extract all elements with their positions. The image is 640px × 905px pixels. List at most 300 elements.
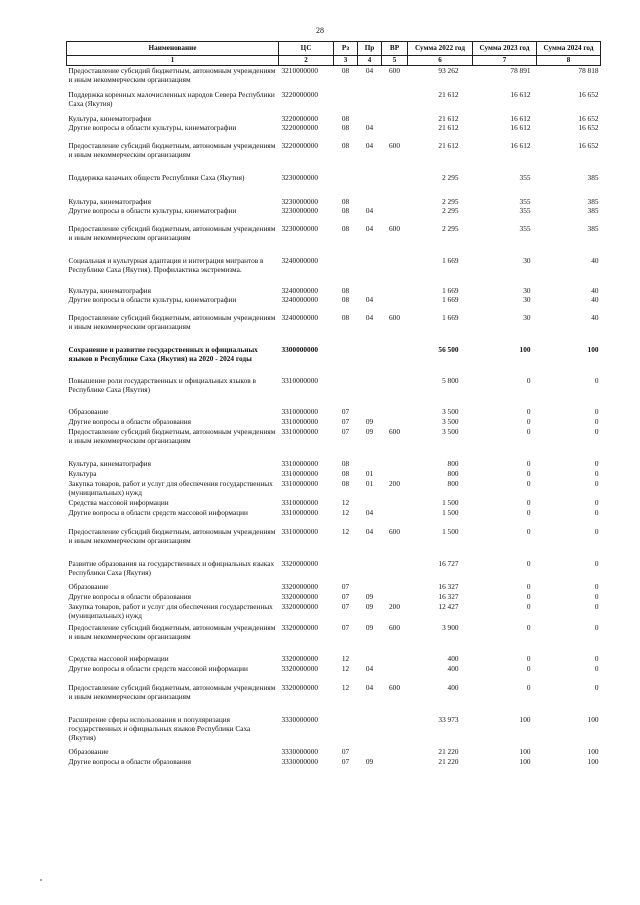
row-cs-cell: 3310000000 — [281, 375, 318, 385]
table-row — [67, 141, 601, 173]
row-rz-cell: 12 — [341, 653, 350, 663]
row-sum-2022-cell: 2 295 — [442, 223, 459, 233]
table-row — [67, 683, 601, 715]
row-sum-2023-cell: 0 — [526, 507, 531, 517]
row-rz-cell — [334, 345, 358, 376]
row-cs-cell: 3220000000 — [281, 89, 318, 99]
row-rz-cell: 08 — [341, 478, 350, 488]
row-name-cell: Образование — [68, 406, 109, 416]
row-sum-2023-cell: 0 — [526, 601, 531, 611]
column-number-row — [67, 56, 601, 66]
row-cs-cell: 3240000000 — [281, 255, 318, 265]
row-name-cell: Образование — [68, 746, 109, 756]
row-cs-cell: 3310000000 — [281, 426, 318, 436]
row-cs-cell: 3310000000 — [281, 468, 318, 478]
page-number: 28 — [316, 26, 324, 35]
row-name-cell: Поддержка казачьих обществ Республики Саха (Якутия) — [68, 172, 245, 182]
row-cs-cell: 3320000000 — [281, 622, 318, 632]
row-sum-2024-cell: 100 — [587, 714, 599, 724]
row-vr-cell — [382, 256, 408, 286]
row-pr-cell: 04 — [365, 205, 374, 215]
row-rz-cell: 08 — [341, 66, 350, 75]
row-sum-2023-cell: 355 — [519, 223, 531, 233]
row-sum-2023-cell: 16 612 — [510, 113, 531, 123]
row-cs-cell: 3310000000 — [281, 416, 318, 426]
row-rz-cell: 08 — [341, 458, 350, 468]
table-row — [67, 295, 601, 313]
row-sum-2022-cell: 33 973 — [438, 714, 459, 724]
row-pr-cell — [358, 197, 382, 206]
row-rz-cell: 08 — [341, 312, 350, 322]
row-pr-cell: 09 — [365, 756, 374, 766]
row-name-cell: Закупка товаров, работ и услуг для обеспечения государственных (муниципальных) нужд — [68, 601, 273, 620]
header-row — [67, 42, 601, 56]
row-sum-2022-cell: 21 220 — [438, 756, 459, 766]
header-pr: Пр — [358, 42, 382, 56]
row-cs-cell: 3320000000 — [281, 601, 318, 611]
row-sum-2022-cell: 3 500 — [442, 426, 459, 436]
row-name-cell: Закупка товаров, работ и услуг для обеспечения государственных (муниципальных) нужд — [68, 478, 273, 497]
row-vr-cell — [382, 592, 408, 602]
row-vr-cell: 200 — [389, 601, 400, 611]
row-pr-cell: 09 — [365, 622, 374, 632]
row-cs-cell: 3330000000 — [281, 746, 318, 756]
row-rz-cell — [334, 376, 358, 407]
header-rz: Рз — [334, 42, 358, 56]
row-sum-2022-cell: 5 800 — [442, 375, 459, 385]
row-name-cell: Другие вопросы в области средств массовой информации — [68, 663, 248, 673]
row-rz-cell — [334, 90, 358, 114]
row-sum-2023-cell: 16 612 — [510, 89, 531, 99]
row-rz-cell: 12 — [341, 682, 350, 692]
row-sum-2023-cell: 355 — [519, 205, 531, 215]
row-vr-cell — [382, 206, 408, 224]
row-rz-cell: 07 — [341, 426, 350, 436]
row-name-cell: Предоставление субсидий бюджетным, автономным учреждениям и иным некоммерческим организациям — [68, 223, 276, 242]
row-cs-cell: 3310000000 — [281, 458, 318, 468]
table-row — [67, 90, 601, 114]
row-pr-cell: 09 — [365, 426, 374, 436]
row-name-cell: Предоставление субсидий бюджетным, автономным учреждениям и иным некоммерческим организациям — [68, 312, 276, 331]
row-sum-2022-cell: 1 669 — [442, 294, 459, 304]
row-rz-cell: 07 — [341, 416, 350, 426]
row-pr-cell — [358, 747, 382, 757]
row-sum-2022-cell: 1 669 — [442, 312, 459, 322]
row-sum-2022-cell: 800 — [447, 478, 459, 488]
row-sum-2022-cell: 56 500 — [438, 344, 459, 354]
table-row — [67, 623, 601, 654]
row-name-cell: Предоставление субсидий бюджетным, автономным учреждениям и иным некоммерческим организациям — [68, 140, 276, 159]
row-sum-2023-cell: 0 — [526, 663, 531, 673]
row-sum-2022-cell: 21 612 — [438, 89, 459, 99]
row-pr-cell: 01 — [365, 478, 374, 488]
row-sum-2022-cell: 16 327 — [438, 581, 459, 591]
row-sum-2024-cell: 78 818 — [578, 66, 599, 75]
row-name-cell: Другие вопросы в области культуры, кинематографии — [68, 294, 237, 304]
row-pr-cell — [358, 173, 382, 197]
row-cs-cell: 3230000000 — [281, 223, 318, 233]
row-cs-cell: 3310000000 — [281, 406, 318, 416]
row-sum-2023-cell: 0 — [526, 478, 531, 488]
row-rz-cell: 08 — [341, 294, 350, 304]
row-cs-cell: 3320000000 — [281, 558, 318, 568]
row-pr-cell — [358, 345, 382, 376]
row-pr-cell: 04 — [365, 294, 374, 304]
table-row — [67, 664, 601, 683]
row-sum-2023-cell: 100 — [519, 344, 531, 354]
row-rz-cell: 08 — [341, 205, 350, 215]
row-sum-2023-cell: 0 — [526, 558, 531, 568]
row-name-cell: Развитие образования на государственных и официальных языках Республики Саха (Якутия) — [68, 558, 275, 577]
row-vr-cell: 600 — [389, 140, 400, 150]
header-sum-2022: Сумма 2022 год — [408, 42, 473, 56]
row-sum-2023-cell: 0 — [526, 622, 531, 632]
row-sum-2022-cell: 2 295 — [442, 196, 459, 206]
table-row — [67, 508, 601, 527]
row-pr-cell — [358, 715, 382, 747]
row-sum-2022-cell: 12 427 — [438, 601, 459, 611]
row-pr-cell — [358, 114, 382, 123]
row-rz-cell: 07 — [341, 746, 350, 756]
row-rz-cell: 12 — [341, 497, 350, 507]
column-number: 4 — [358, 56, 382, 66]
row-sum-2024-cell: 0 — [594, 591, 599, 601]
table-row — [67, 582, 601, 592]
row-rz-cell: 08 — [341, 285, 350, 295]
row-sum-2022-cell: 800 — [447, 468, 459, 478]
row-vr-cell — [382, 407, 408, 417]
row-rz-cell: 07 — [341, 581, 350, 591]
table-row — [67, 498, 601, 508]
row-sum-2023-cell: 0 — [526, 581, 531, 591]
row-rz-cell — [334, 559, 358, 582]
row-cs-cell: 3320000000 — [281, 581, 318, 591]
row-name-cell: Образование — [68, 581, 109, 591]
row-pr-cell: 04 — [365, 312, 374, 322]
row-name-cell: Культура, кинематография — [68, 113, 151, 123]
row-name-cell: Расширение сферы использования и популяризация государственных и официальных языков Республики Саха (Якутия) — [68, 714, 251, 742]
row-sum-2022-cell: 3 500 — [442, 416, 459, 426]
row-rz-cell: 07 — [341, 406, 350, 416]
row-cs-cell: 3230000000 — [281, 172, 318, 182]
row-pr-cell — [358, 256, 382, 286]
row-rz-cell — [334, 256, 358, 286]
row-sum-2024-cell: 40 — [591, 285, 599, 295]
row-sum-2023-cell: 0 — [526, 458, 531, 468]
row-sum-2022-cell: 16 727 — [438, 558, 459, 568]
table-row — [67, 286, 601, 295]
column-number: 6 — [408, 56, 473, 66]
row-rz-cell: 12 — [341, 526, 350, 536]
row-cs-cell: 3240000000 — [281, 294, 318, 304]
row-rz-cell: 12 — [341, 663, 350, 673]
row-sum-2022-cell: 1 669 — [442, 255, 459, 265]
row-vr-cell — [382, 173, 408, 197]
row-rz-cell: 08 — [341, 468, 350, 478]
row-sum-2023-cell: 0 — [526, 375, 531, 385]
table-row — [67, 602, 601, 623]
row-vr-cell — [382, 715, 408, 747]
row-vr-cell — [382, 469, 408, 479]
column-number: 5 — [382, 56, 408, 66]
table-row — [67, 559, 601, 582]
row-pr-cell: 04 — [365, 682, 374, 692]
row-sum-2023-cell: 0 — [526, 591, 531, 601]
row-sum-2024-cell: 0 — [594, 526, 599, 536]
row-sum-2023-cell: 30 — [523, 312, 531, 322]
row-sum-2023-cell: 0 — [526, 497, 531, 507]
row-sum-2022-cell: 3 500 — [442, 406, 459, 416]
row-vr-cell: 600 — [389, 682, 400, 692]
row-sum-2024-cell: 0 — [594, 601, 599, 611]
row-name-cell: Культура, кинематография — [68, 285, 151, 295]
table-body — [67, 66, 601, 767]
row-vr-cell — [382, 123, 408, 141]
row-pr-cell — [358, 459, 382, 469]
row-vr-cell — [382, 664, 408, 683]
row-sum-2024-cell: 0 — [594, 558, 599, 568]
table-row — [67, 469, 601, 479]
row-vr-cell — [382, 376, 408, 407]
row-sum-2023-cell: 30 — [523, 255, 531, 265]
row-sum-2023-cell: 0 — [526, 406, 531, 416]
header-sum-2023: Сумма 2023 год — [473, 42, 537, 56]
row-rz-cell: 07 — [341, 591, 350, 601]
row-vr-cell — [382, 747, 408, 757]
row-sum-2024-cell: 40 — [591, 294, 599, 304]
row-vr-cell — [382, 654, 408, 664]
row-sum-2022-cell: 21 612 — [438, 113, 459, 123]
row-sum-2024-cell: 100 — [587, 756, 599, 766]
row-name-cell: Поддержка коренных малочисленных народов Севера Республики Саха (Якутия) — [68, 89, 275, 108]
table-row — [67, 747, 601, 757]
row-sum-2022-cell: 400 — [447, 663, 459, 673]
row-name-cell: Средства массовой информации — [68, 497, 169, 507]
row-cs-cell: 3310000000 — [281, 497, 318, 507]
row-sum-2022-cell: 1 500 — [442, 507, 459, 517]
row-vr-cell — [382, 417, 408, 427]
row-sum-2023-cell: 355 — [519, 172, 531, 182]
row-vr-cell: 600 — [389, 622, 400, 632]
row-sum-2023-cell: 355 — [519, 196, 531, 206]
row-rz-cell: 07 — [341, 622, 350, 632]
row-sum-2024-cell: 385 — [587, 172, 599, 182]
row-pr-cell: 09 — [365, 416, 374, 426]
row-sum-2023-cell: 0 — [526, 426, 531, 436]
row-pr-cell — [358, 90, 382, 114]
row-vr-cell — [382, 582, 408, 592]
row-sum-2024-cell: 0 — [594, 468, 599, 478]
row-name-cell: Сохранение и развитие государственных и официальных языков в Республике Саха (Якутия) на 2020 - 2024 годы — [68, 344, 258, 363]
row-sum-2022-cell: 21 220 — [438, 746, 459, 756]
row-sum-2022-cell: 1 500 — [442, 497, 459, 507]
row-name-cell: Средства массовой информации — [68, 653, 169, 663]
row-vr-cell — [382, 114, 408, 123]
row-pr-cell: 04 — [365, 526, 374, 536]
row-name-cell: Другие вопросы в области средств массовой информации — [68, 507, 248, 517]
row-sum-2022-cell: 400 — [447, 682, 459, 692]
header-cs: ЦС — [279, 42, 334, 56]
row-sum-2024-cell: 16 652 — [578, 122, 599, 132]
table-row — [67, 592, 601, 602]
table-row — [67, 459, 601, 469]
row-sum-2024-cell: 0 — [594, 581, 599, 591]
header-sum-2024: Сумма 2024 год — [537, 42, 601, 56]
row-vr-cell: 600 — [389, 312, 400, 322]
row-rz-cell — [334, 715, 358, 747]
row-pr-cell: 04 — [365, 140, 374, 150]
row-vr-cell: 600 — [389, 526, 400, 536]
row-cs-cell: 3310000000 — [281, 478, 318, 488]
header-name: Наименование — [67, 42, 279, 56]
table-row — [67, 66, 601, 90]
table-row — [67, 417, 601, 427]
row-pr-cell: 04 — [365, 122, 374, 132]
row-sum-2024-cell: 0 — [594, 663, 599, 673]
table-row — [67, 715, 601, 747]
row-rz-cell: 12 — [341, 507, 350, 517]
table-row — [67, 654, 601, 664]
row-pr-cell: 04 — [365, 507, 374, 517]
row-vr-cell — [382, 295, 408, 313]
row-sum-2024-cell: 0 — [594, 507, 599, 517]
row-sum-2023-cell: 100 — [519, 714, 531, 724]
table-row — [67, 313, 601, 345]
row-sum-2022-cell: 21 612 — [438, 140, 459, 150]
row-name-cell: Культура, кинематография — [68, 196, 151, 206]
row-sum-2022-cell: 93 262 — [438, 66, 459, 75]
row-cs-cell: 3330000000 — [281, 756, 318, 766]
table-row — [67, 407, 601, 417]
row-name-cell: Другие вопросы в области образования — [68, 416, 192, 426]
row-sum-2023-cell: 16 612 — [510, 122, 531, 132]
row-cs-cell: 3240000000 — [281, 312, 318, 322]
row-sum-2024-cell: 0 — [594, 416, 599, 426]
row-vr-cell — [382, 559, 408, 582]
row-sum-2024-cell: 0 — [594, 458, 599, 468]
row-cs-cell: 3310000000 — [281, 526, 318, 536]
row-sum-2023-cell: 30 — [523, 294, 531, 304]
row-vr-cell — [382, 197, 408, 206]
row-cs-cell: 3230000000 — [281, 205, 318, 215]
table-row — [67, 427, 601, 459]
row-sum-2024-cell: 0 — [594, 622, 599, 632]
header-vr: ВР — [382, 42, 408, 56]
row-rz-cell: 08 — [341, 196, 350, 206]
row-pr-cell — [358, 559, 382, 582]
column-number: 1 — [67, 56, 279, 66]
row-vr-cell — [382, 498, 408, 508]
row-vr-cell: 600 — [389, 223, 400, 233]
row-name-cell: Другие вопросы в области культуры, кинематографии — [68, 205, 237, 215]
row-sum-2024-cell: 100 — [587, 746, 599, 756]
row-sum-2024-cell: 0 — [594, 497, 599, 507]
row-vr-cell — [382, 757, 408, 767]
column-number: 8 — [537, 56, 601, 66]
row-cs-cell: 3300000000 — [281, 344, 318, 354]
table-row — [67, 527, 601, 559]
row-sum-2022-cell: 400 — [447, 653, 459, 663]
row-sum-2024-cell: 40 — [591, 312, 599, 322]
row-name-cell: Социальная и культурная адаптация и интеграция мигрантов в Республике Саха (Якутия). Профилактика экстремизма. — [68, 255, 264, 274]
row-sum-2022-cell: 1 500 — [442, 526, 459, 536]
column-number: 2 — [279, 56, 334, 66]
row-sum-2024-cell: 0 — [594, 682, 599, 692]
row-name-cell: Предоставление субсидий бюджетным, автономным учреждениям и иным некоммерческим организациям — [68, 66, 276, 84]
row-sum-2023-cell: 0 — [526, 468, 531, 478]
row-pr-cell: 01 — [365, 468, 374, 478]
row-name-cell: Культура — [68, 468, 97, 478]
column-number: 7 — [473, 56, 537, 66]
table-row — [67, 256, 601, 286]
row-cs-cell: 3210000000 — [281, 66, 318, 75]
row-cs-cell: 3320000000 — [281, 663, 318, 673]
row-pr-cell — [358, 582, 382, 592]
row-rz-cell: 08 — [341, 140, 350, 150]
row-rz-cell: 08 — [341, 223, 350, 233]
row-sum-2023-cell: 100 — [519, 756, 531, 766]
row-sum-2023-cell: 0 — [526, 682, 531, 692]
row-pr-cell: 04 — [365, 223, 374, 233]
row-cs-cell: 3230000000 — [281, 196, 318, 206]
row-cs-cell: 3220000000 — [281, 140, 318, 150]
table-row — [67, 757, 601, 767]
row-cs-cell: 3310000000 — [281, 507, 318, 517]
row-sum-2022-cell: 21 612 — [438, 122, 459, 132]
table-row — [67, 376, 601, 407]
row-pr-cell — [358, 654, 382, 664]
row-vr-cell — [382, 459, 408, 469]
row-pr-cell: 04 — [365, 663, 374, 673]
row-sum-2024-cell: 0 — [594, 406, 599, 416]
row-sum-2023-cell: 0 — [526, 416, 531, 426]
row-sum-2023-cell: 0 — [526, 526, 531, 536]
row-cs-cell: 3320000000 — [281, 653, 318, 663]
row-sum-2024-cell: 0 — [594, 426, 599, 436]
row-vr-cell — [382, 508, 408, 527]
row-cs-cell: 3330000000 — [281, 714, 318, 724]
row-sum-2022-cell: 16 327 — [438, 591, 459, 601]
table-row — [67, 197, 601, 206]
row-vr-cell — [382, 345, 408, 376]
row-sum-2022-cell: 800 — [447, 458, 459, 468]
row-sum-2022-cell: 2 295 — [442, 172, 459, 182]
row-sum-2024-cell: 16 652 — [578, 89, 599, 99]
table-row — [67, 114, 601, 123]
row-rz-cell: 07 — [341, 756, 350, 766]
row-sum-2022-cell: 3 900 — [442, 622, 459, 632]
budget-table — [66, 41, 601, 767]
row-name-cell: Предоставление субсидий бюджетным, автономным учреждениям и иным некоммерческим организациям — [68, 426, 276, 445]
row-cs-cell: 3320000000 — [281, 591, 318, 601]
row-cs-cell: 3220000000 — [281, 113, 318, 123]
row-sum-2024-cell: 0 — [594, 653, 599, 663]
row-sum-2024-cell: 385 — [587, 223, 599, 233]
row-sum-2024-cell: 385 — [587, 205, 599, 215]
row-vr-cell: 600 — [389, 426, 400, 436]
row-vr-cell — [382, 90, 408, 114]
row-sum-2024-cell: 40 — [591, 255, 599, 265]
row-sum-2024-cell: 16 652 — [578, 113, 599, 123]
row-sum-2023-cell: 0 — [526, 653, 531, 663]
row-sum-2024-cell: 0 — [594, 478, 599, 488]
row-vr-cell: 600 — [389, 66, 400, 75]
table-row — [67, 479, 601, 498]
row-rz-cell: 08 — [341, 122, 350, 132]
row-name-cell: Другие вопросы в области образования — [68, 591, 192, 601]
row-pr-cell — [358, 407, 382, 417]
row-name-cell: Повышение роли государственных и официальных языков в Республике Саха (Якутия) — [68, 375, 256, 394]
